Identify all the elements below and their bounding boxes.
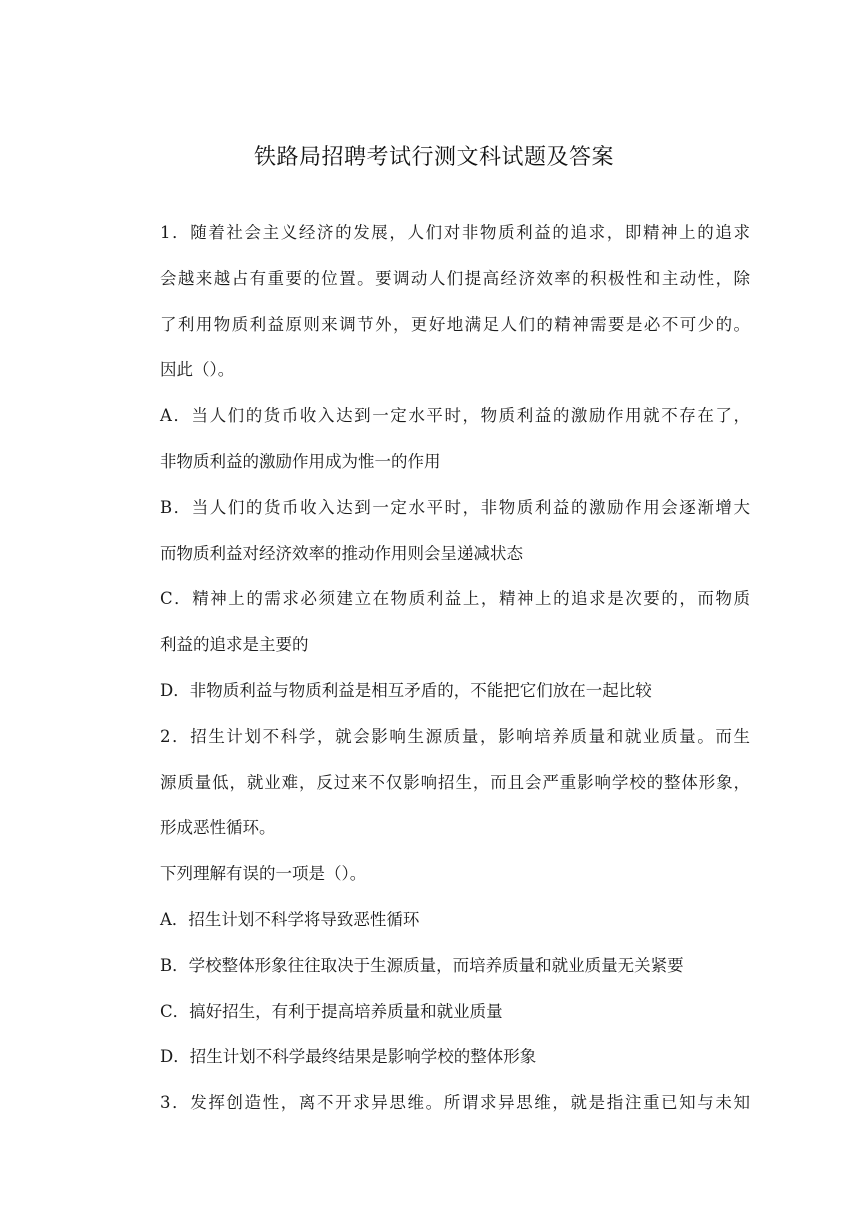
q1-option-b-line-1: B．当人们的货币收入达到一定水平时，非物质利益的激励作用会逐渐增大 — [160, 497, 750, 517]
q2-question: 下列理解有误的一项是（）。 — [160, 864, 367, 884]
q2-option-c: C．搞好招生，有利于提高培养质量和就业质量 — [160, 1001, 503, 1021]
q2-stem-line-1: 2．招生计划不科学，就会影响生源质量，影响培养质量和就业质量。而生 — [160, 726, 750, 746]
q1-option-c-line-2: 利益的追求是主要的 — [160, 635, 309, 655]
q1-stem-line-3: 了利用物质利益原则来调节外，更好地满足人们的精神需要是必不可少的。 — [160, 314, 750, 334]
q1-option-b-line-2: 而物质利益对经济效率的推动作用则会呈递减状态 — [160, 543, 523, 563]
q1-option-a-line-1: A．当人们的货币收入达到一定水平时，物质利益的激励作用就不存在了， — [160, 406, 750, 426]
q2-option-d: D．招生计划不科学最终结果是影响学校的整体形象 — [160, 1047, 537, 1067]
q1-stem-line-2: 会越来越占有重要的位置。要调动人们提高经济效率的积极性和主动性，除 — [160, 268, 750, 288]
q1-option-d: D．非物质利益与物质利益是相互矛盾的，不能把它们放在一起比较 — [160, 680, 652, 700]
document-body — [160, 210, 750, 1126]
q1-option-a-line-2: 非物质利益的激励作用成为惟一的作用 — [160, 451, 441, 471]
q2-option-a: A．招生计划不科学将导致恶性循环 — [160, 909, 420, 929]
q2-stem-line-3: 形成恶性循环。 — [160, 818, 276, 838]
document-title: 铁路局招聘考试行测文科试题及答案 — [253, 145, 614, 170]
q2-stem-line-2: 源质量低，就业难，反过来不仅影响招生，而且会严重影响学校的整体形象， — [160, 772, 750, 792]
q1-stem-line-1: 1．随着社会主义经济的发展，人们对非物质利益的追求，即精神上的追求 — [160, 223, 750, 242]
q2-option-b: B．学校整体形象往往取决于生源质量，而培养质量和就业质量无关紧要 — [160, 955, 684, 975]
q1-stem-line-4: 因此（）。 — [160, 360, 235, 380]
q1-option-c-line-1: C．精神上的需求必须建立在物质利益上，精神上的追求是次要的，而物质 — [160, 589, 750, 609]
q3-stem-line-1: 3．发挥创造性，离不开求异思维。所谓求异思维，就是指注重已知与未知 — [160, 1093, 750, 1113]
